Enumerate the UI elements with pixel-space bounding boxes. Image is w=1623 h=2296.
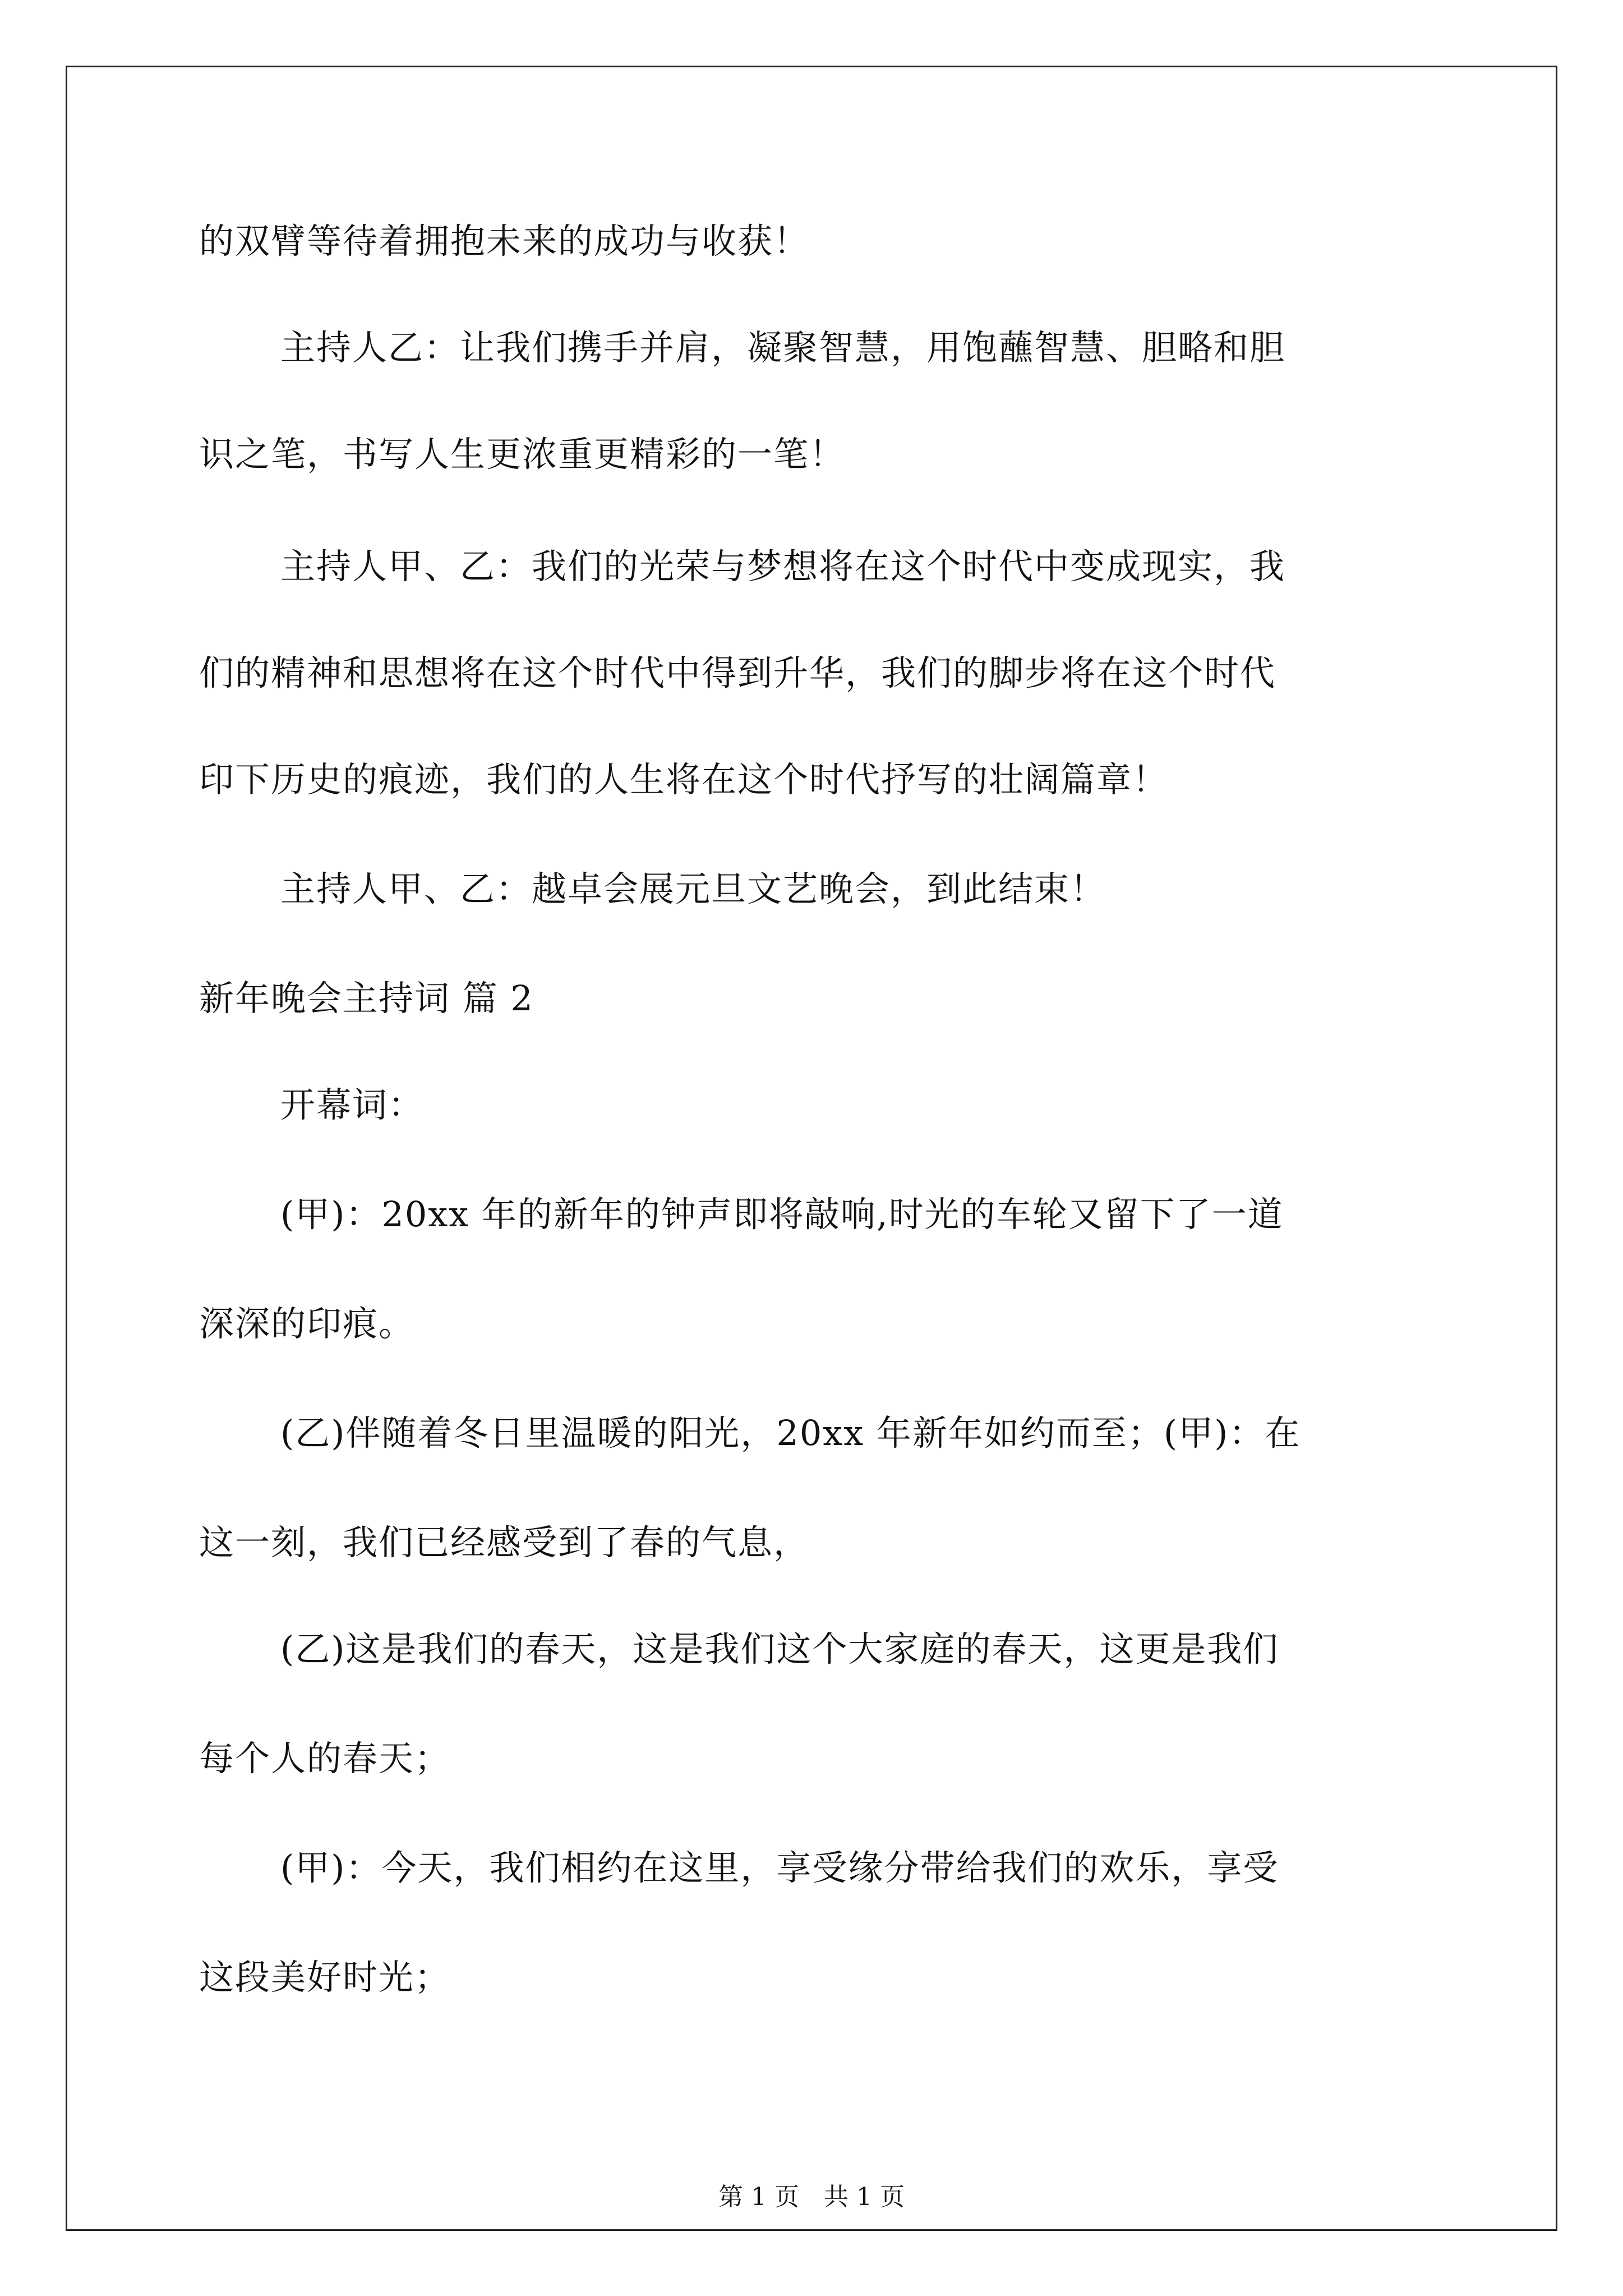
text-line: 主持人甲、乙：越卓会展元旦文艺晚会，到此结束！ bbox=[280, 868, 1106, 909]
text-line: (甲)：今天，我们相约在这里，享受缘分带给我们的欢乐，享受 bbox=[280, 1847, 1279, 1888]
text-line: 们的精神和思想将在这个时代中得到升华，我们的脚步将在这个时代 bbox=[199, 652, 1276, 693]
page-border bbox=[66, 66, 1557, 2231]
section-heading: 新年晚会主持词 篇 2 bbox=[199, 978, 534, 1019]
text-line: 的双臂等待着拥抱未来的成功与收获！ bbox=[199, 220, 810, 261]
page-number: 第 1 页 共 1 页 bbox=[718, 2183, 905, 2211]
text-line: (甲)：20xx 年的新年的钟声即将敲响,时光的车轮又留下了一道 bbox=[280, 1194, 1284, 1235]
text-line: (乙)这是我们的春天，这是我们这个大家庭的春天，这更是我们 bbox=[280, 1628, 1279, 1669]
text-line: 主持人甲、乙：我们的光荣与梦想将在这个时代中变成现实，我 bbox=[280, 546, 1286, 587]
text-line: 识之笔，书写人生更浓重更精彩的一笔！ bbox=[199, 434, 846, 475]
text-line: 开幕词： bbox=[280, 1084, 425, 1125]
text-line: 这段美好时光； bbox=[199, 1957, 451, 1998]
text-line: 印下历史的痕迹，我们的人生将在这个时代抒写的壮阔篇章！ bbox=[199, 759, 1169, 800]
text-line: 这一刻，我们已经感受到了春的气息， bbox=[199, 1522, 810, 1563]
text-line: (乙)伴随着冬日里温暖的阳光，20xx 年新年如约而至；(甲)：在 bbox=[280, 1412, 1301, 1453]
text-line: 主持人乙：让我们携手并肩，凝聚智慧，用饱蘸智慧、胆略和胆 bbox=[280, 327, 1286, 368]
text-line: 深深的印痕。 bbox=[199, 1303, 415, 1344]
text-line: 每个人的春天； bbox=[199, 1738, 451, 1779]
